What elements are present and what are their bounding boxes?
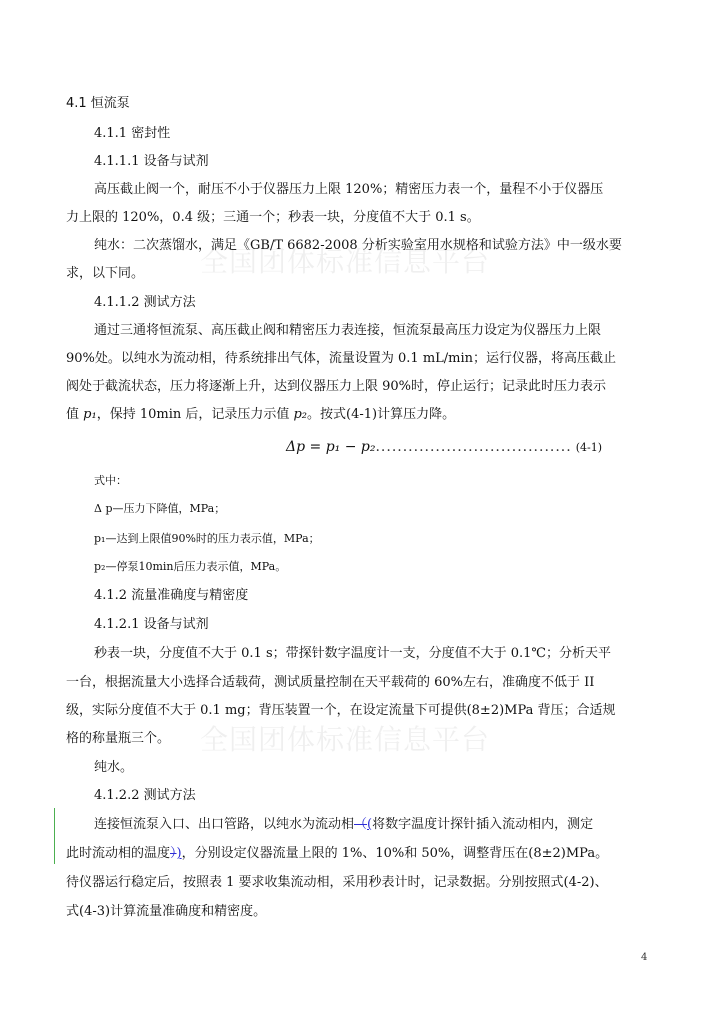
paragraph-line <box>66 847 608 860</box>
section-heading-4-1-2-2: 4.1.2.2 测试方法 <box>94 788 196 803</box>
paragraph-line <box>94 818 593 831</box>
text-run: ，分别设定仪器流量上限的 1%、10%和 50%，调整背压在(8±2)MPa。 <box>181 846 609 861</box>
paragraph-line: 通过三通将恒流泵、高压截止阀和精密压力表连接，恒流泵最高压力设定为仪器压力上限 <box>94 323 602 338</box>
variable-definition: p₁—达到上限值90%时的压力表示值，MPa； <box>94 532 320 545</box>
watermark: 全国团体标准信息平台 <box>200 245 491 278</box>
formula-leader-dots: .................................... <box>375 439 572 455</box>
tracked-insertion: ) <box>176 846 182 861</box>
paragraph-line: 一台，根据流量大小选择合适载荷，测试质量控制在天平载荷的 60%左右，准确度不低于 II <box>66 675 595 690</box>
revision-change-bar <box>54 808 55 864</box>
paragraph-line: 阀处于截流状态，压力将逐渐上升，达到仪器压力上限 90%时，停止运行；记录此时压力表示 <box>66 379 607 394</box>
page-number: 4 <box>641 952 648 963</box>
paragraph-line: 求，以下同。 <box>66 266 145 281</box>
text-run: 将数字温度计探针插入流动相内，测定 <box>372 817 594 832</box>
watermark: 全国团体标准信息平台 <box>200 723 491 756</box>
paragraph-line: 纯水。 <box>94 760 134 775</box>
formula-number: (4-1) <box>575 441 602 454</box>
paragraph-line: 式(4-3)计算流量准确度和精密度。 <box>66 904 267 919</box>
paragraph-line: 格的称量瓶三个。 <box>66 731 171 746</box>
paragraph-line: 待仪器运行稳定后，按照表 1 要求收集流动相，采用秒表计时，记录数据。分别按照式(4-2)、 <box>66 875 608 890</box>
tracked-deletion: ） <box>170 846 177 861</box>
paragraph-line: 高压截止阀一个，耐压不小于仪器压力上限 120%；精密压力表一个，量程不小于仪器压 <box>94 182 604 197</box>
formula: Δp = p₁ − p₂ <box>286 439 376 455</box>
section-heading-4-1-2: 4.1.2 流量准确度与精密度 <box>94 588 249 603</box>
text-run: 值 <box>66 407 84 422</box>
paragraph-line: 秒表一块，分度值不大于 0.1 s；带探针数字温度计一支，分度值不大于 0.1℃；分析天平 <box>94 646 611 661</box>
text-run: 此时流动相的温度 <box>66 846 171 861</box>
where-label: 式中： <box>94 474 127 487</box>
text-run: 。按式(4-1)计算压力降。 <box>307 407 456 422</box>
symbol-p1: p₁ <box>83 407 97 422</box>
section-heading-4-1-1: 4.1.1 密封性 <box>94 126 171 141</box>
symbol-p2: p₂ <box>293 407 308 422</box>
section-heading-4-1: 4.1 恒流泵 <box>66 96 130 111</box>
text-run: 连接恒流泵入口、出口管路，以纯水为流动相 <box>94 817 355 832</box>
section-heading-4-1-2-1: 4.1.2.1 设备与试剂 <box>94 617 209 632</box>
tracked-deletion: （ <box>354 817 368 832</box>
text-run: ，保持 10min 后，记录压力示值 <box>96 407 294 422</box>
paragraph-line: 级，实际分度值不大于 0.1 mg；背压装置一个，在设定流量下可提供(8±2)MPa 背压；合适规 <box>66 703 616 718</box>
section-heading-4-1-1-2: 4.1.1.2 测试方法 <box>94 295 196 310</box>
formula-line <box>286 440 602 454</box>
paragraph-line: 90%处。以纯水为流动相，待系统排出气体，流量设置为 0.1 mL/min；运行仪器，将高压截止 <box>66 351 617 366</box>
paragraph-line <box>66 408 455 421</box>
section-heading-4-1-1-1: 4.1.1.1 设备与试剂 <box>94 154 209 169</box>
paragraph-line: 纯水：二次蒸馏水，满足《GB/T 6682-2008 分析实验室用水规格和试验方法》中一级水要 <box>94 238 622 253</box>
paragraph-line: 力上限的 120%，0.4 级；三通一个；秒表一块，分度值不大于 0.1 s。 <box>66 210 480 225</box>
variable-definition: Δ p—压力下降值，MPa； <box>94 502 226 515</box>
variable-definition: p₂—停泵10min后压力表示值，MPa。 <box>94 560 287 573</box>
tracked-insertion: ( <box>367 817 373 832</box>
